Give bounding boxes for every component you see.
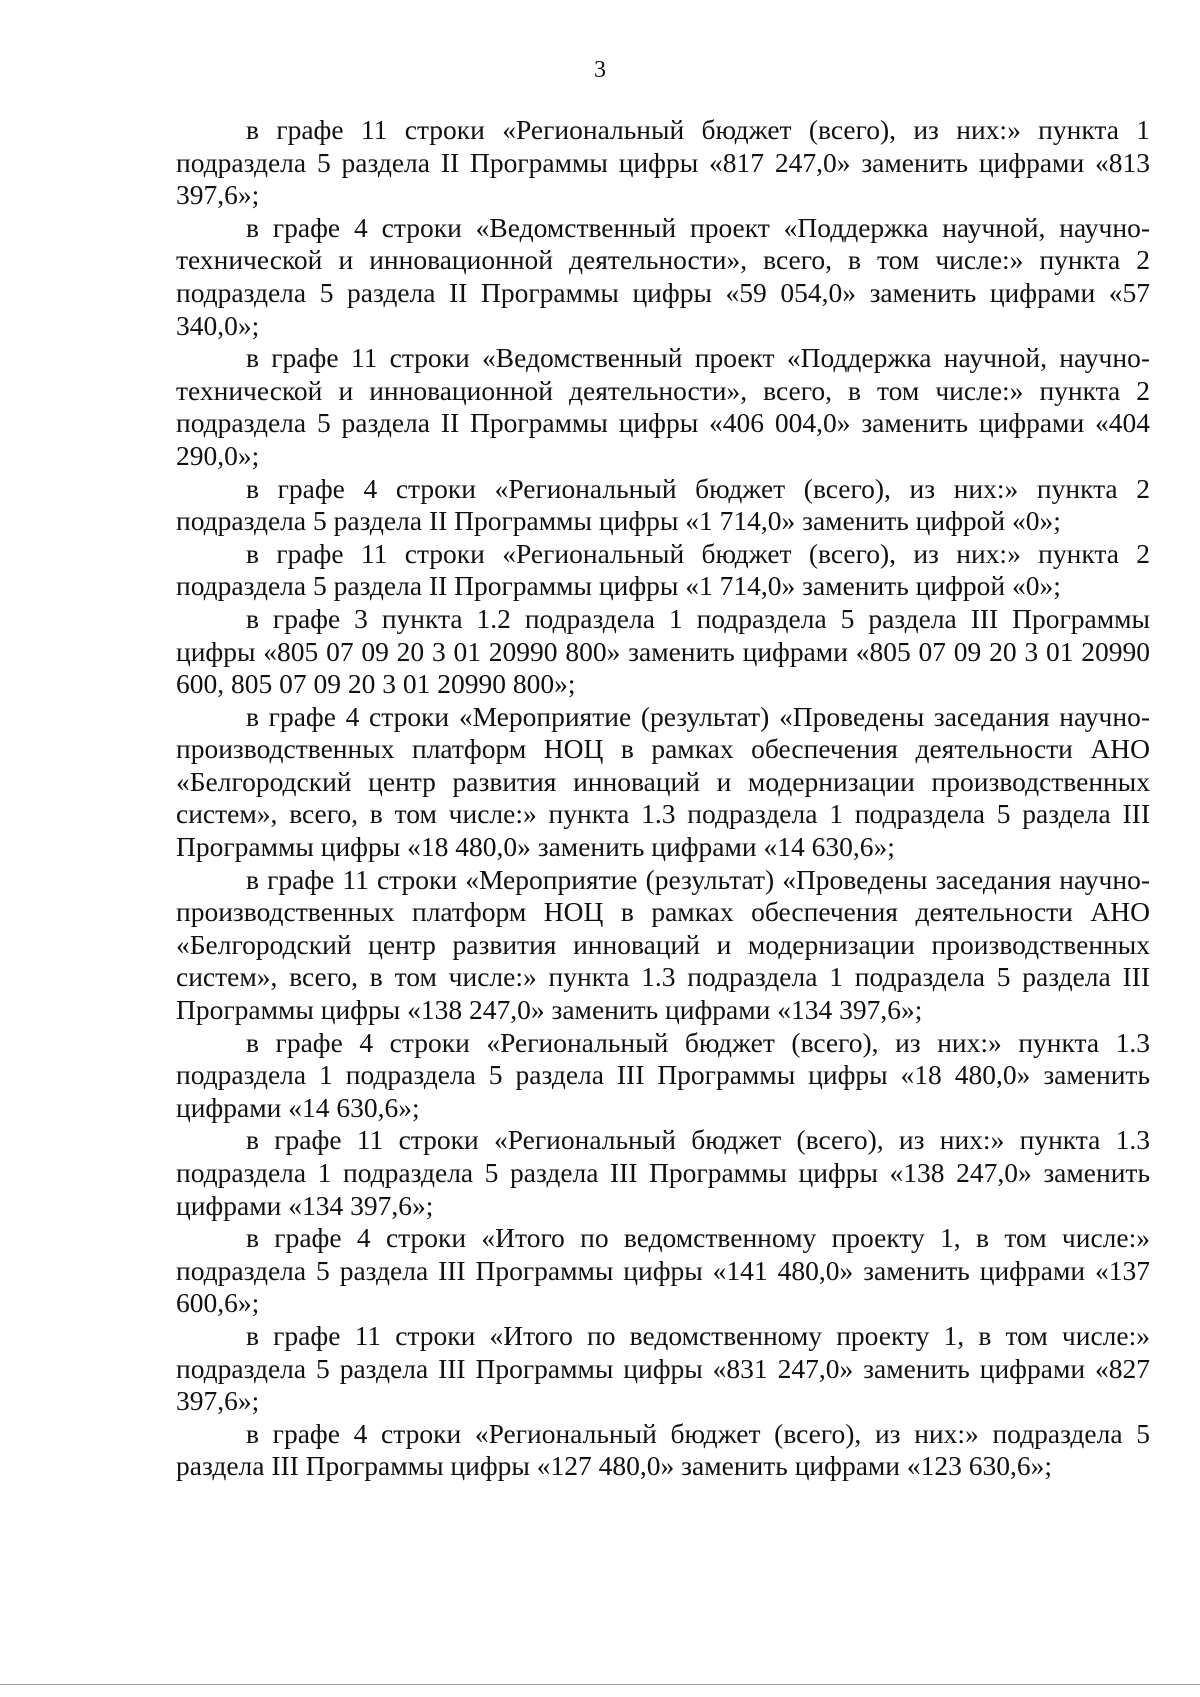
paragraph: в графе 4 строки «Ведомственный проект «Поддержка научной, научно-технической и инновационной деятельности», всего, в том числе:» пункта 2 подраздела 5 раздела II Программы цифры «59 054,0» заменить цифрами «57 340,0»; xyxy=(176,211,1150,341)
paragraph: в графе 4 строки «Региональный бюджет (всего), из них:» пункта 2 подраздела 5 раздела II Программы цифры «1 714,0» заменить цифрой «0»; xyxy=(176,472,1150,537)
document-body xyxy=(176,114,1150,1483)
paragraph: в графе 11 строки «Региональный бюджет (всего), из них:» пункта 1.3 подраздела 1 подраздела 5 раздела III Программы цифры «138 247,0» заменить цифрами «134 397,6»; xyxy=(176,1124,1150,1221)
paragraph: в графе 4 строки «Итого по ведомственному проекту 1, в том числе:» подраздела 5 раздела III Программы цифры «141 480,0» заменить цифрами «137 600,6»; xyxy=(176,1222,1150,1319)
paragraph: в графе 11 строки «Итого по ведомственному проекту 1, в том числе:» подраздела 5 раздела III Программы цифры «831 247,0» заменить цифрами «827 397,6»; xyxy=(176,1319,1150,1417)
paragraph: в графе 11 строки «Региональный бюджет (всего), из них:» пункта 1 подраздела 5 раздела II Программы цифры «817 247,0» заменить цифрами «813 397,6»; xyxy=(176,114,1150,211)
paragraph: в графе 4 строки «Мероприятие (результат) «Проведены заседания научно-производственных платформ НОЦ в рамках обеспечения деятельности АНО «Белгородский центр развития инноваций и модернизации производственных систем», всего, в том числе:» пункта 1.3 подраздела 1 подраздела 5 раздела III Программы цифры «18 480,0» заменить цифрами «14 630,6»; xyxy=(176,700,1150,863)
page-number: 3 xyxy=(594,57,606,83)
paragraph: в графе 11 строки «Ведомственный проект «Поддержка научной, научно-технической и инновационной деятельности», всего, в том числе:» пункта 2 подраздела 5 раздела II Программы цифры «406 004,0» заменить цифрами «404 290,0»; xyxy=(176,342,1150,471)
paragraph: в графе 4 строки «Региональный бюджет (всего), из них:» подраздела 5 раздела III Программы цифры «127 480,0» заменить цифрами «123 630,6»; xyxy=(176,1417,1150,1482)
paragraph: в графе 3 пункта 1.2 подраздела 1 подраздела 5 раздела III Программы цифры «805 07 09 20 3 01 20990 800» заменить цифрами «805 07 09 20 3 01 20990 600, 805 07 09 20 3 01 20990 800»; xyxy=(176,602,1150,700)
page-bottom-edge xyxy=(0,1684,1200,1685)
paragraph: в графе 4 строки «Региональный бюджет (всего), из них:» пункта 1.3 подраздела 1 подраздела 5 раздела III Программы цифры «18 480,0» заменить цифрами «14 630,6»; xyxy=(176,1026,1150,1123)
paragraph: в графе 11 строки «Региональный бюджет (всего), из них:» пункта 2 подраздела 5 раздела II Программы цифры «1 714,0» заменить цифрой «0»; xyxy=(176,537,1150,602)
paragraph: в графе 11 строки «Мероприятие (результат) «Проведены заседания научно-производственных платформ НОЦ в рамках обеспечения деятельности АНО «Белгородский центр развития инноваций и модернизации производственных систем», всего, в том числе:» пункта 1.3 подраздела 1 подраздела 5 раздела III Программы цифры «138 247,0» заменить цифрами «134 397,6»; xyxy=(176,863,1150,1026)
